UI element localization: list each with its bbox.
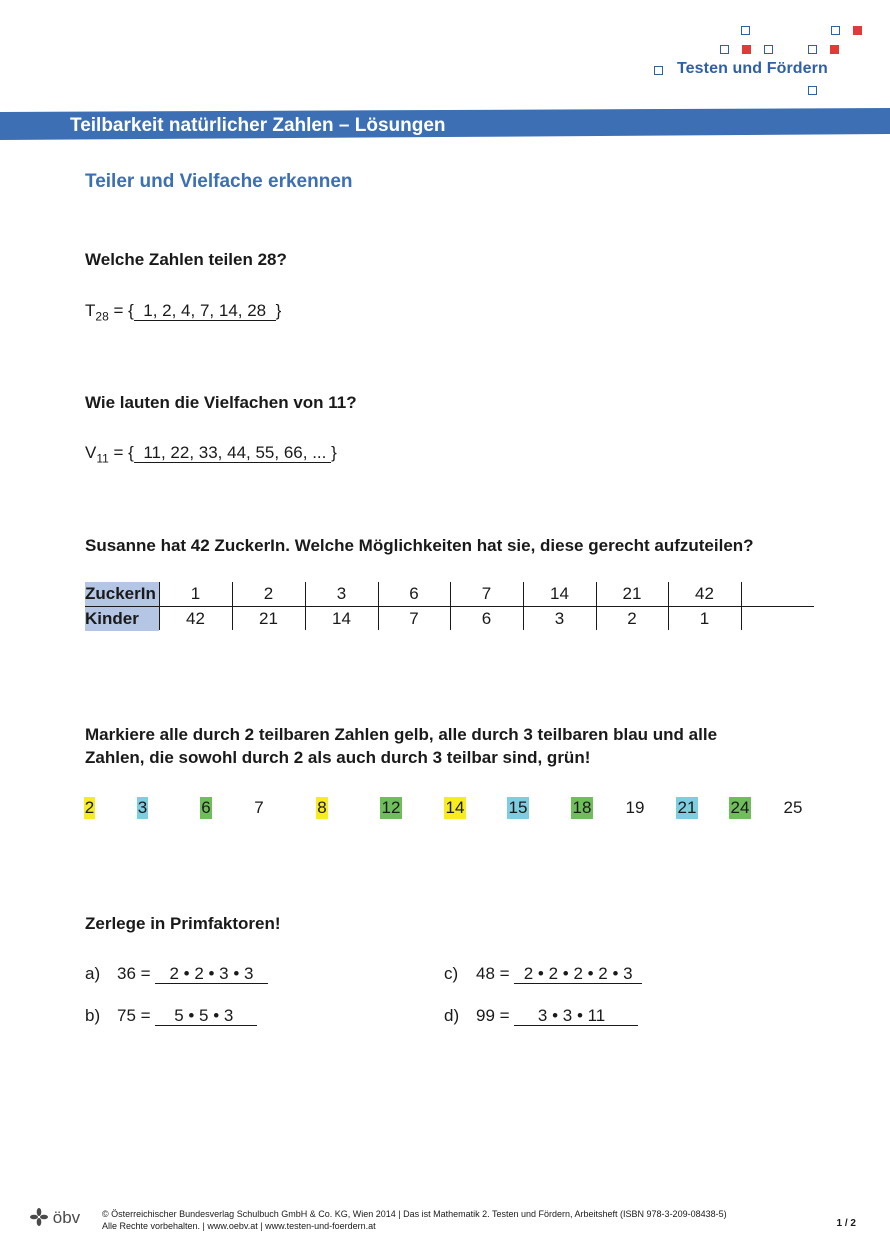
table-cell: 14 — [550, 584, 569, 603]
logo-square — [741, 26, 750, 35]
item-answer: 3 • 3 • 11 — [514, 1006, 639, 1025]
item-answer: 2 • 2 • 2 • 2 • 3 — [514, 964, 643, 983]
table-divider — [305, 582, 306, 630]
number-item: 12 — [381, 798, 401, 817]
set-symbol: V — [85, 443, 97, 462]
table-cell: 3 — [554, 609, 565, 628]
logo-square — [808, 45, 817, 54]
number-item: 18 — [572, 798, 592, 817]
multiple-set — [85, 443, 337, 465]
number-item: 24 — [730, 798, 750, 817]
table-cell: 1 — [190, 584, 201, 603]
item-label: c) — [444, 964, 459, 983]
table-divider — [450, 582, 451, 630]
number-item: 14 — [445, 798, 465, 817]
set-open: = { — [108, 301, 134, 320]
publisher-logo — [30, 1208, 80, 1228]
publisher-name: öbv — [52, 1208, 81, 1227]
footer-text — [102, 1208, 727, 1232]
set-subscript: 11 — [96, 451, 109, 466]
logo-square — [764, 45, 773, 54]
table-divider — [378, 582, 379, 630]
item-expr: 48 = — [476, 964, 515, 983]
item-expr: 36 = — [117, 964, 156, 983]
table-divider — [741, 582, 742, 630]
logo-square — [742, 45, 751, 54]
set-subscript: 28 — [95, 309, 109, 324]
item-label: b) — [85, 1006, 101, 1025]
table-divider — [668, 582, 669, 630]
table-cell: 2 — [263, 584, 274, 603]
table-cell: 6 — [409, 584, 419, 603]
divisor-answer: 1, 2, 4, 7, 14, 28 — [133, 301, 276, 320]
question-coloring-line1: Markiere alle durch 2 teilbaren Zahlen gelb, alle durch 3 teilbaren blau und alle — [85, 725, 718, 744]
set-symbol: T — [85, 301, 96, 320]
table-cell: 1 — [699, 609, 710, 628]
number-item: 7 — [254, 798, 264, 817]
question-multiples: Wie lauten die Vielfachen von 11? — [85, 393, 357, 412]
question-prime-factors: Zerlege in Primfaktoren! — [85, 914, 281, 933]
number-item: 19 — [625, 798, 645, 817]
logo-square — [830, 45, 839, 54]
multiple-answer: 11, 22, 33, 44, 55, 66, ... — [133, 443, 332, 462]
prime-factor-a — [85, 964, 268, 984]
page-title: Teilbarkeit natürlicher Zahlen – Lösungen — [70, 115, 446, 136]
table-cell: 3 — [336, 584, 347, 603]
set-open: = { — [108, 443, 134, 462]
logo-square — [808, 86, 817, 95]
table-divider — [159, 582, 160, 630]
item-answer: 5 • 5 • 3 — [155, 1006, 257, 1025]
set-close: } — [275, 301, 282, 320]
table-cell: 42 — [695, 584, 714, 603]
table-cell: 14 — [332, 609, 351, 628]
item-answer: 2 • 2 • 3 • 3 — [155, 964, 268, 983]
number-item: 8 — [317, 798, 327, 817]
logo-square — [831, 26, 840, 35]
table-divider — [596, 582, 597, 630]
question-distribution: Susanne hat 42 ZuckerIn. Welche Möglichkeiten hat sie, diese gerecht aufzuteilen? — [85, 536, 754, 555]
table-cell: 7 — [481, 584, 492, 603]
brand-name: Testen und Fördern — [677, 60, 828, 77]
set-close: } — [331, 443, 337, 462]
table-cell: 42 — [186, 609, 205, 628]
item-expr: 99 = — [476, 1006, 515, 1025]
item-label: d) — [444, 1006, 460, 1025]
prime-factor-b — [85, 1006, 257, 1026]
table-divider — [232, 582, 233, 630]
table-cell: 21 — [259, 609, 278, 628]
table-cell: 7 — [409, 609, 419, 628]
logo-square — [720, 45, 729, 54]
number-item: 21 — [677, 798, 697, 817]
item-expr: 75 = — [117, 1006, 156, 1025]
table-cell: 6 — [481, 609, 492, 628]
question-coloring-line2: Zahlen, die sowohl durch 2 als auch durch 3 teilbar sind, grün! — [85, 748, 591, 767]
logo-square — [654, 66, 663, 75]
number-item: 6 — [201, 798, 211, 817]
footer-copyright: © Österreichischer Bundesverlag Schulbuch GmbH & Co. KG, Wien 2014 | Das ist Mathematik 2. Testen und Fördern, Arbeitsheft (ISBN 978-3-209-08438-5) — [102, 1209, 727, 1219]
item-label: a) — [85, 964, 101, 983]
question-divisors: Welche Zahlen teilen 28? — [85, 250, 287, 269]
divisor-set — [85, 301, 281, 323]
prime-factor-d — [444, 1006, 638, 1026]
table-cell: 2 — [627, 609, 637, 628]
row-label-zuckerln: ZuckerIn — [85, 582, 159, 606]
logo-square — [853, 26, 862, 35]
prime-factor-c — [444, 964, 642, 984]
number-item: 15 — [508, 798, 528, 817]
row-label-kinder: Kinder — [85, 607, 159, 631]
publisher-star-icon — [30, 1208, 48, 1226]
number-item: 25 — [783, 798, 803, 817]
table-cell: 21 — [622, 584, 642, 603]
footer-links: Alle Rechte vorbehalten. | www.oebv.at | www.testen-und-foerdern.at — [102, 1221, 376, 1231]
section-title: Teiler und Vielfache erkennen — [85, 171, 353, 192]
number-item: 2 — [84, 798, 95, 817]
page-number: 1 / 2 — [836, 1218, 856, 1229]
number-item: 3 — [137, 798, 148, 817]
table-divider — [523, 582, 524, 630]
